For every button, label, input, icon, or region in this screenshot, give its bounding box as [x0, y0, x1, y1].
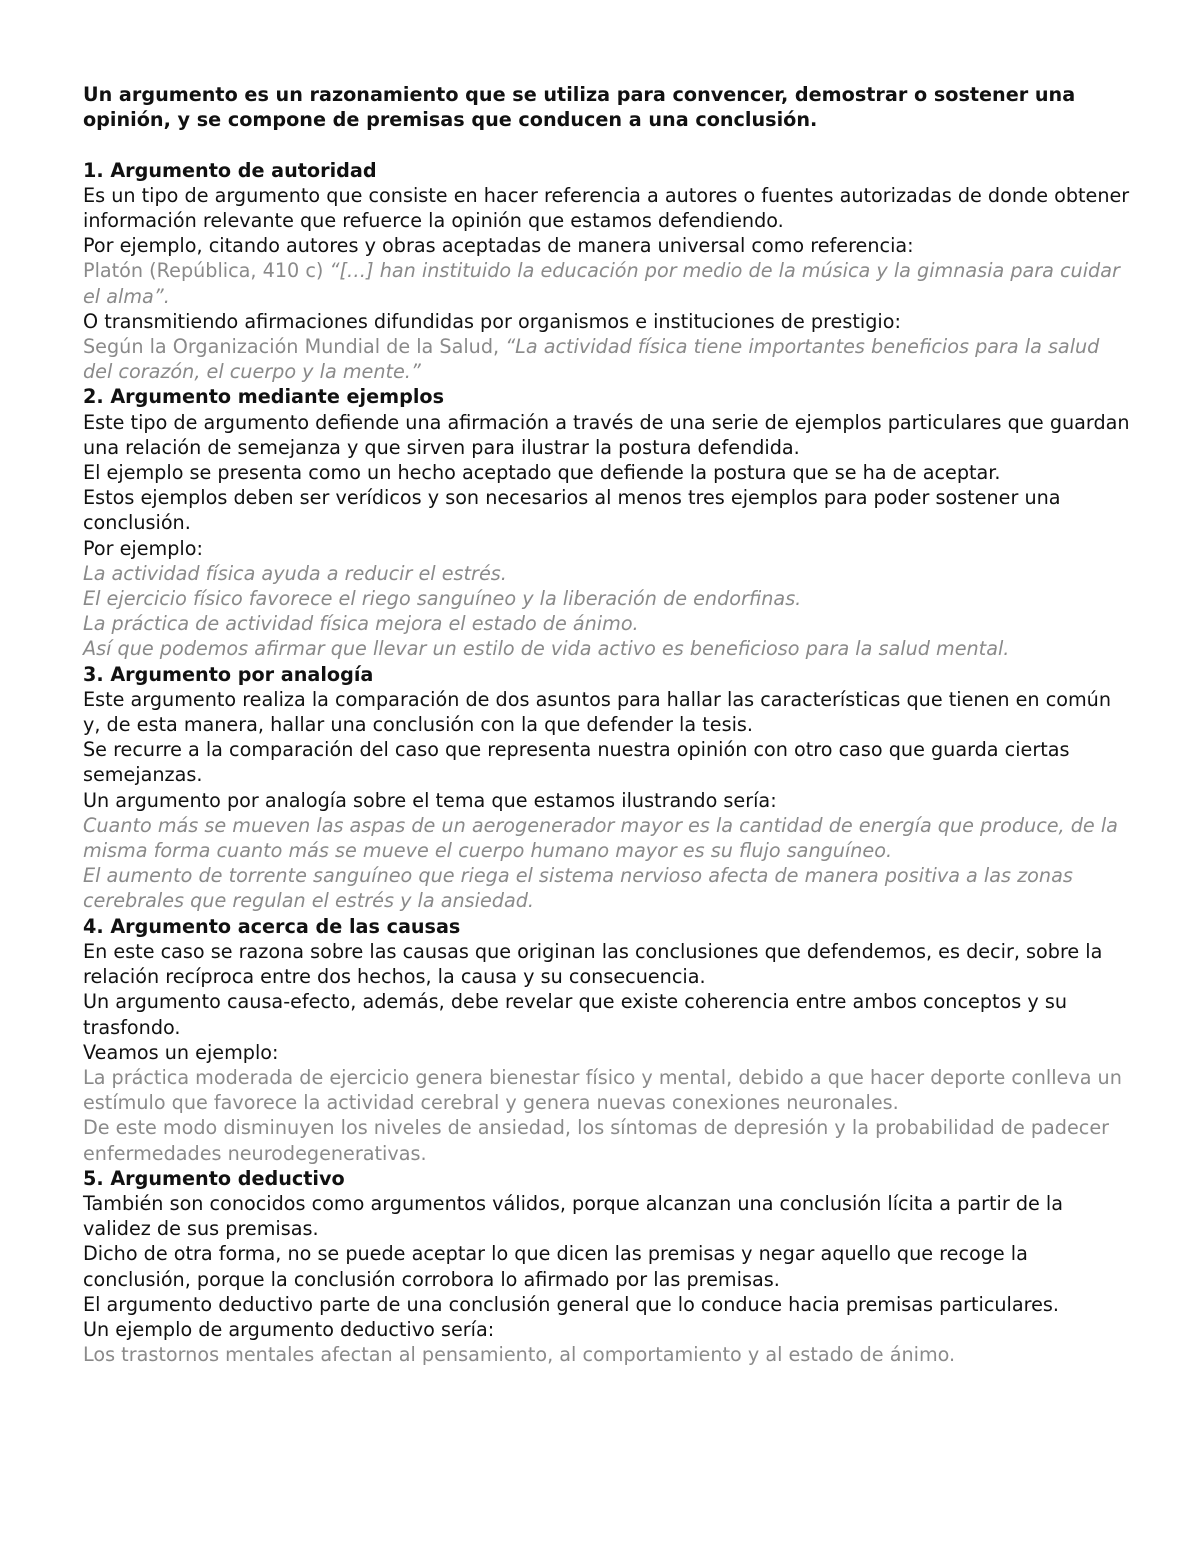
paragraph: Por ejemplo:	[83, 536, 203, 560]
paragraph: El ejemplo se presenta como un hecho aceptado que defiende la postura que se ha de aceptar.	[83, 461, 1001, 485]
section-title: 3. Argumento por analogía	[83, 662, 374, 686]
example-line: La práctica de actividad física mejora el estado de ánimo.	[83, 612, 639, 636]
section-autoridad	[83, 158, 1133, 385]
paragraph: Dicho de otra forma, no se puede aceptar lo que dicen las premisas y negar aquello que recoge la conclusión, porque la conclusión corrobora lo afirmado por las premisas.	[83, 1242, 1028, 1291]
paragraph: Un argumento causa-efecto, además, debe revelar que existe coherencia entre ambos conceptos y su trasfondo.	[83, 990, 1067, 1039]
paragraph: Este argumento realiza la comparación de dos asuntos para hallar las características que tienen en común y, de esta manera, hallar una conclusión con la que defender la tesis.	[83, 687, 1111, 737]
example-line: Los trastornos mentales afectan al pensamiento, al comportamiento y al estado de ánimo.	[83, 1343, 956, 1367]
paragraph: Por ejemplo, citando autores y obras aceptadas de manera universal como referencia:	[83, 234, 914, 258]
example-quote-text: “La actividad física tiene importantes beneficios para la salud del corazón, el cuerpo y la mente.”	[83, 335, 1100, 384]
paragraph: Es un tipo de argumento que consiste en hacer referencia a autores o fuentes autorizadas de donde obtener información relevante que refuerce la opinión que estamos defendiendo.	[83, 183, 1130, 232]
example-quote	[83, 334, 1133, 384]
section-title: 4. Argumento acerca de las causas	[83, 914, 461, 938]
paragraph: Un ejemplo de argumento deductivo sería:	[83, 1317, 495, 1341]
example-line: La actividad física ayuda a reducir el estrés.	[83, 561, 507, 585]
paragraph: Un argumento por analogía sobre el tema que estamos ilustrando sería:	[83, 788, 777, 812]
section-analogia	[83, 662, 1133, 914]
example-line: Así que podemos afirmar que llevar un estilo de vida activo es beneficioso para la salud mental.	[83, 637, 1010, 661]
paragraph: Estos ejemplos deben ser verídicos y son necesarios al menos tres ejemplos para poder sostener una conclusión.	[83, 486, 1061, 535]
section-title: 2. Argumento mediante ejemplos	[83, 385, 445, 409]
intro-paragraph: Un argumento es un razonamiento que se utiliza para convencer, demostrar o sostener una opinión, y se compone de premisas que conducen a una conclusión.	[83, 83, 1076, 132]
section-deductivo	[83, 1166, 1133, 1368]
section-ejemplos	[83, 384, 1133, 661]
example-line: De este modo disminuyen los niveles de ansiedad, los síntomas de depresión y la probabilidad de padecer enfermedades neurodegenerativas.	[83, 1116, 1110, 1165]
paragraph: Este tipo de argumento defiende una afirmación a través de una serie de ejemplos particulares que guardan una relación de semejanza y que sirven para ilustrar la postura defendida.	[83, 410, 1130, 459]
example-quote-text: “[…] han instituido la educación por medio de la música y la gimnasia para cuidar el alma”.	[83, 259, 1120, 308]
paragraph: Veamos un ejemplo:	[83, 1040, 279, 1064]
section-title: 1. Argumento de autoridad	[83, 158, 377, 182]
paragraph: También son conocidos como argumentos válidos, porque alcanzan una conclusión lícita a partir de la validez de sus premisas.	[83, 1191, 1063, 1241]
example-line: El aumento de torrente sanguíneo que riega el sistema nervioso afecta de manera positiva a las zonas cerebrales que regulan el estrés y la ansiedad.	[83, 864, 1073, 913]
example-source: Según la Organización Mundial de la Salud,	[83, 335, 506, 359]
example-line: El ejercicio físico favorece el riego sanguíneo y la liberación de endorfinas.	[83, 587, 802, 611]
example-source: Platón (República, 410 c)	[83, 259, 330, 283]
paragraph: El argumento deductivo parte de una conclusión general que lo conduce hacia premisas particulares.	[83, 1292, 1059, 1316]
section-title: 5. Argumento deductivo	[83, 1166, 345, 1190]
paragraph: O transmitiendo afirmaciones difundidas por organismos e instituciones de prestigio:	[83, 309, 901, 333]
section-causas	[83, 914, 1133, 1166]
document-page	[83, 82, 1133, 1367]
paragraph: En este caso se razona sobre las causas que originan las conclusiones que defendemos, es decir, sobre la relación recíproca entre dos hechos, la causa y su consecuencia.	[83, 939, 1103, 989]
example-quote	[83, 258, 1133, 308]
example-line: La práctica moderada de ejercicio genera bienestar físico y mental, debido a que hacer deporte conlleva un estímulo que favorece la actividad cerebral y genera nuevas conexiones neuronales.	[83, 1065, 1122, 1115]
example-line: Cuanto más se mueven las aspas de un aerogenerador mayor es la cantidad de energía que produce, de la misma forma cuanto más se mueve el cuerpo humano mayor es su flujo sanguíneo.	[83, 813, 1118, 863]
paragraph: Se recurre a la comparación del caso que representa nuestra opinión con otro caso que guarda ciertas semejanzas.	[83, 738, 1070, 787]
